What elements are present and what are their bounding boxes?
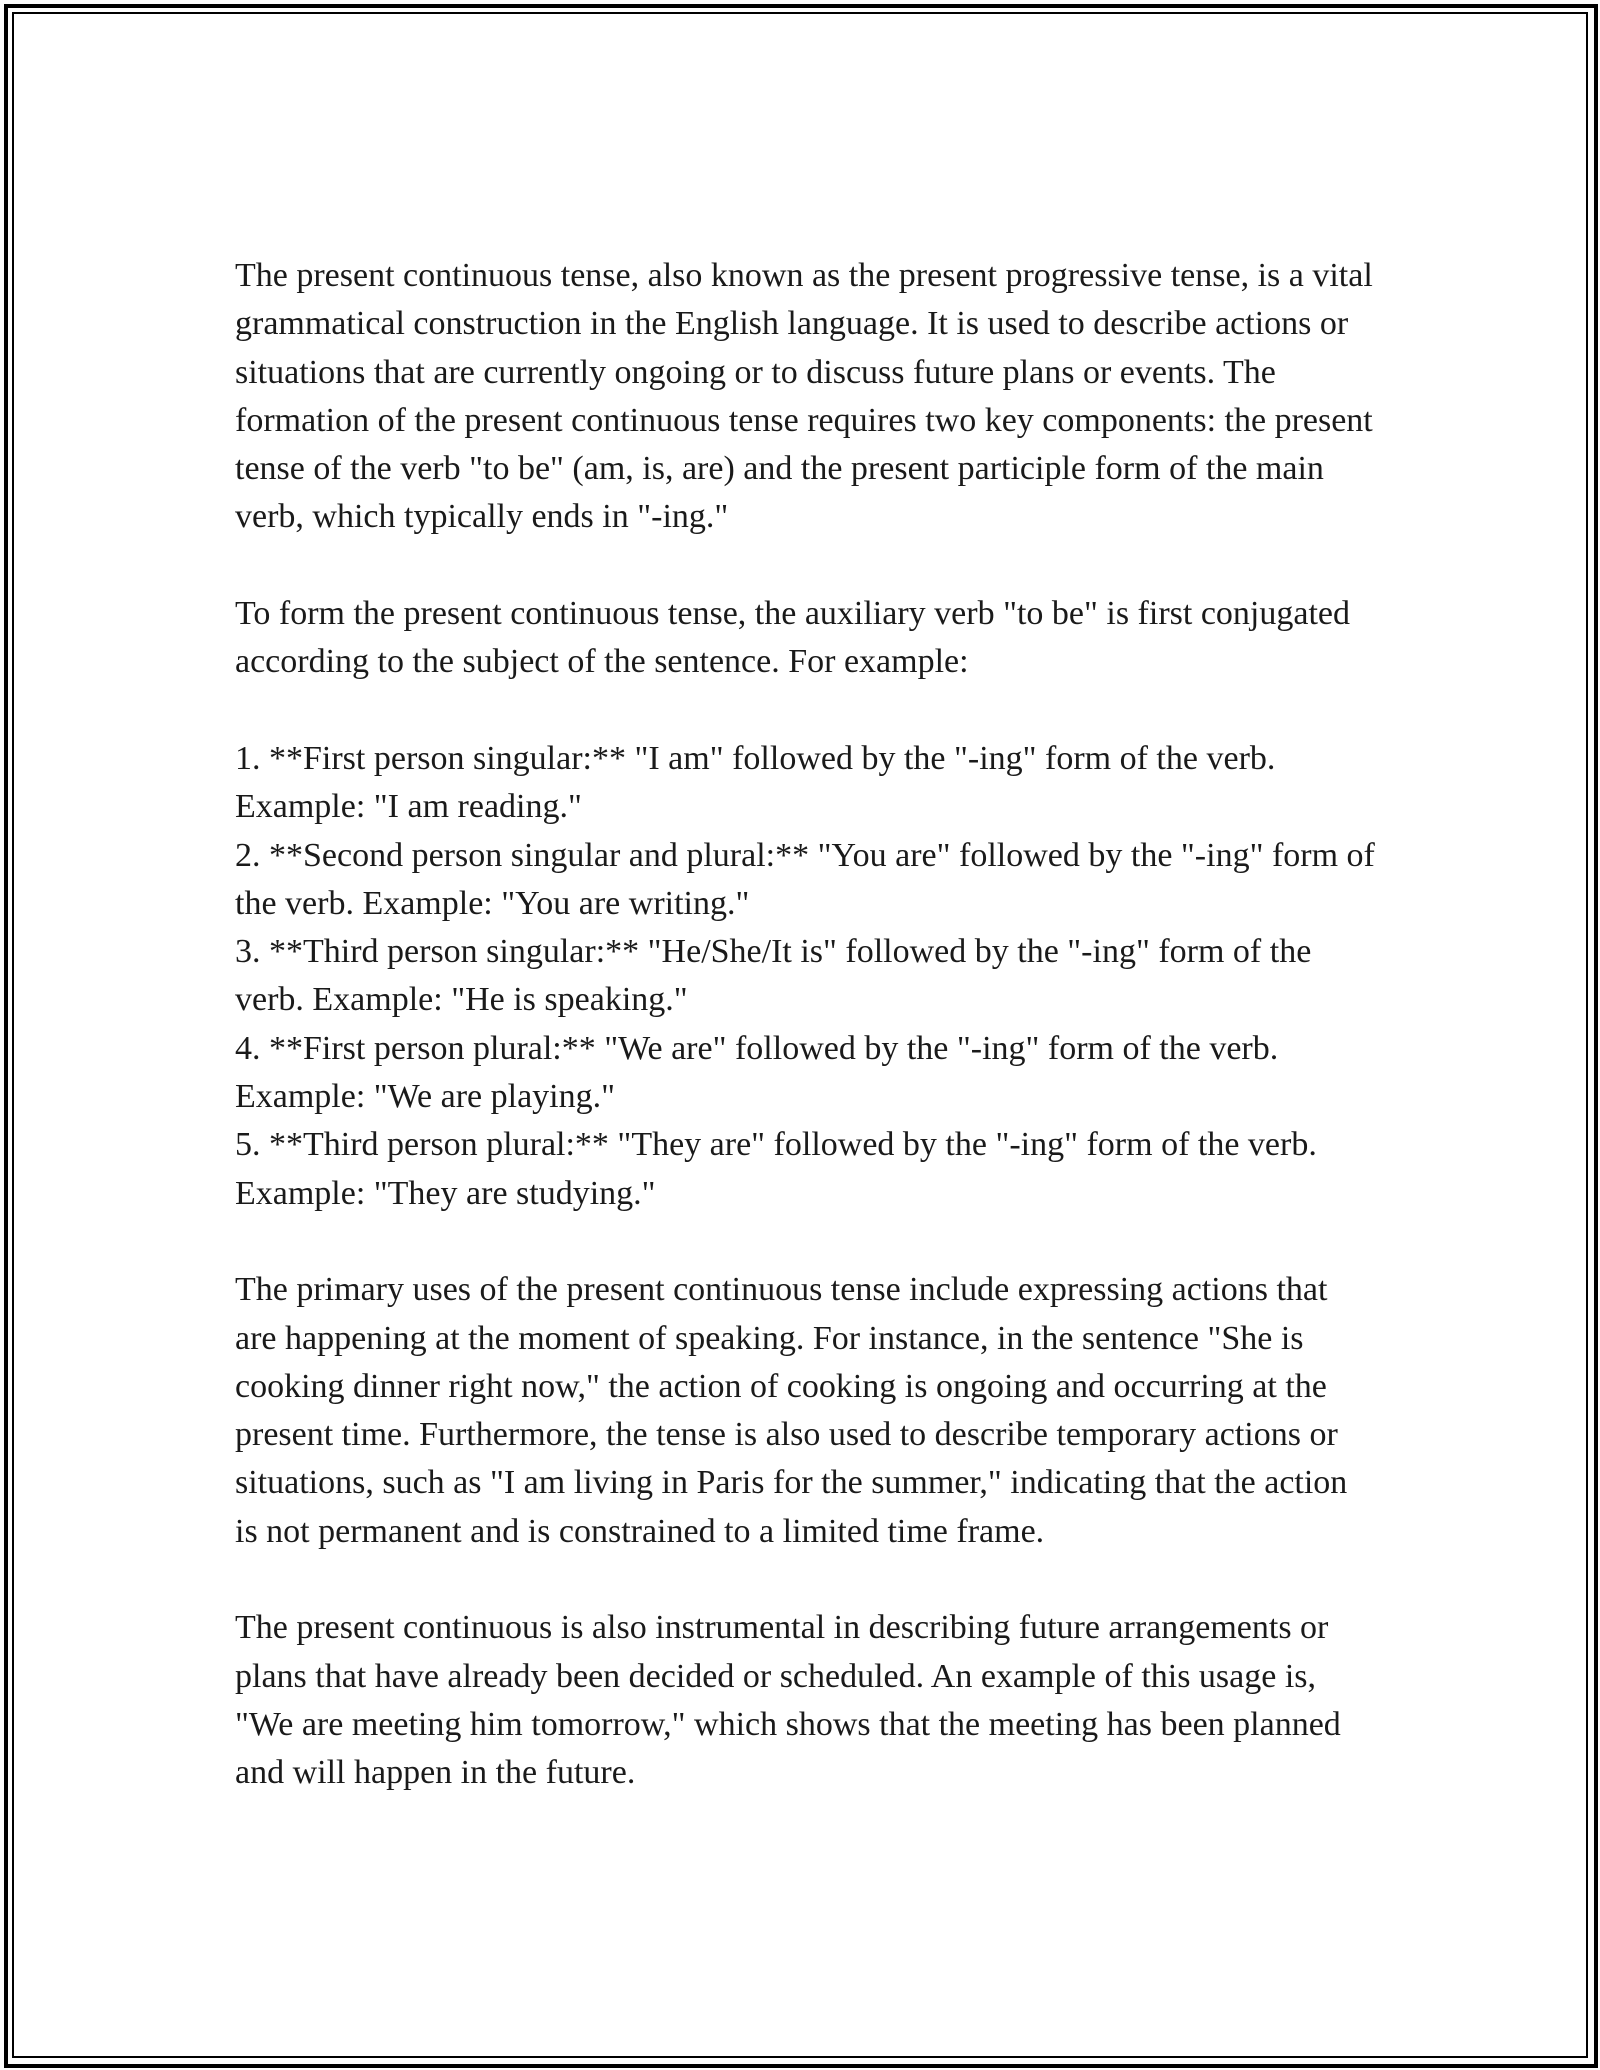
paragraph-intro: The present continuous tense, also known as the present progressive tense, is a vital grammatical construction in the English language. It is used to describe actions or situations that are currently ongoing or to discuss future plans or events. The formation of the present continuous tense requires two key components: the present tense of the verb "to be" (am, is, are) and the present participle form of the main verb, which typically ends in "-ing." — [235, 257, 1373, 536]
paragraph-future: The present continuous is also instrumental in describing future arrangements or plans that have already been decided or scheduled. An example of this usage is, "We are meeting him tomorrow," which shows that the meeting has been planned and will happen in the future. — [235, 1609, 1341, 1792]
list-item: 2. **Second person singular and plural:** "You are" followed by the "-ing" form of the verb. Example: "You are writing." — [235, 836, 1375, 922]
paragraph-formation: To form the present continuous tense, the auxiliary verb "to be" is first conjugated according to the subject of the sentence. For example: — [235, 595, 1350, 681]
document-body — [235, 252, 1375, 1846]
list-item: 5. **Third person plural:** "They are" followed by the "-ing" form of the verb. Example: "They are studying." — [235, 1126, 1317, 1212]
list-item: 1. **First person singular:** "I am" followed by the "-ing" form of the verb. Example: "I am reading." — [235, 739, 1276, 826]
paragraph-uses: The primary uses of the present continuous tense include expressing actions that are happening at the moment of speaking. For instance, in the sentence "She is cooking dinner right now," the action of cooking is ongoing and occurring at the present time. Furthermore, the tense is also used to describe temporary actions or situations, such as "I am living in Paris for the summer," indicating that the action is not permanent and is constrained to a limited time frame. — [235, 1271, 1348, 1550]
conjugation-list — [235, 735, 1375, 1218]
list-item: 3. **Third person singular:** "He/She/It is" followed by the "-ing" form of the verb. Example: "He is speaking." — [235, 933, 1312, 1019]
list-item: 4. **First person plural:** "We are" followed by the "-ing" form of the verb. Example: "We are playing." — [235, 1029, 1279, 1116]
